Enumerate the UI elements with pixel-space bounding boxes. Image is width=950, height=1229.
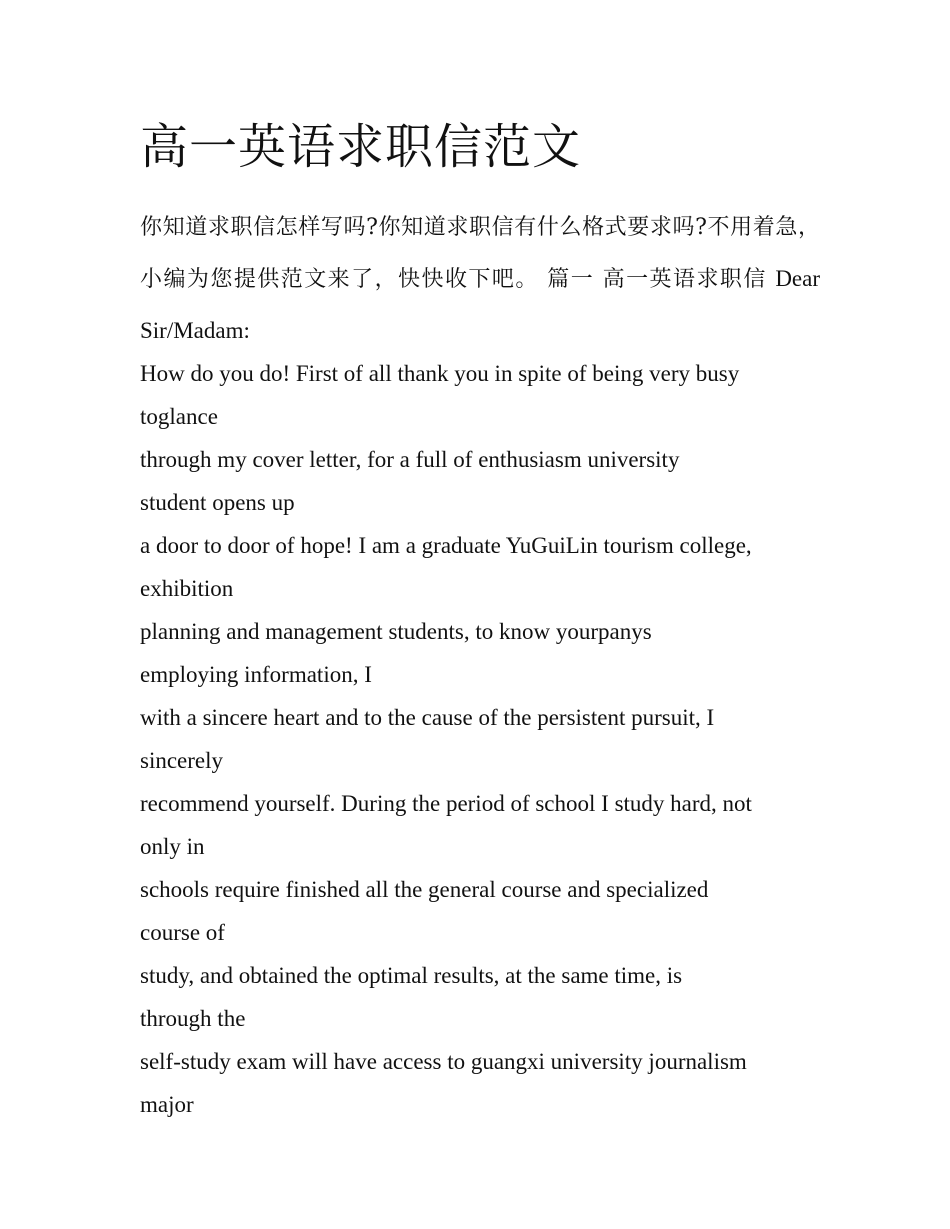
body-line: study, and obtained the optimal results, at the same time, is xyxy=(140,963,683,988)
body-line: sincerely xyxy=(140,748,224,773)
body-line: self-study exam will have access to guangxi university journalism xyxy=(140,1049,747,1074)
body-line: How do you do! First of all thank you in spite of being very busy xyxy=(140,361,740,386)
body-line: recommend yourself. During the period of school I study hard, not xyxy=(140,791,752,816)
body-line: schools require finished all the general course and specialized xyxy=(140,877,709,902)
body-line: major xyxy=(140,1092,194,1117)
body-line: a door to door of hope! I am a graduate YuGuiLin tourism college, xyxy=(140,533,752,558)
body-line: exhibition xyxy=(140,576,234,601)
body-line: employing information, I xyxy=(140,662,372,687)
body-line: course of xyxy=(140,920,225,945)
intro-paragraph xyxy=(140,202,820,357)
body-line: through my cover letter, for a full of enthusiasm university xyxy=(140,447,680,472)
body-line: through the xyxy=(140,1006,246,1031)
body-line: toglance xyxy=(140,404,218,429)
body-line: only in xyxy=(140,834,205,859)
letter-body xyxy=(140,352,820,1126)
body-line: with a sincere heart and to the cause of the persistent pursuit, I xyxy=(140,705,715,730)
salutation: Dear Sir/Madam: xyxy=(140,266,820,343)
document-page xyxy=(140,112,820,1126)
body-line: student opens up xyxy=(140,490,295,515)
body-line: planning and management students, to know yourpanys xyxy=(140,619,652,644)
document-title: 高一英语求职信范文 xyxy=(140,119,582,175)
intro-chinese-text: 你知道求职信怎样写吗?你知道求职信有什么格式要求吗?不用着急，小编为您提供范文来了，快快收下吧。 篇一 高一英语求职信 xyxy=(140,215,820,292)
